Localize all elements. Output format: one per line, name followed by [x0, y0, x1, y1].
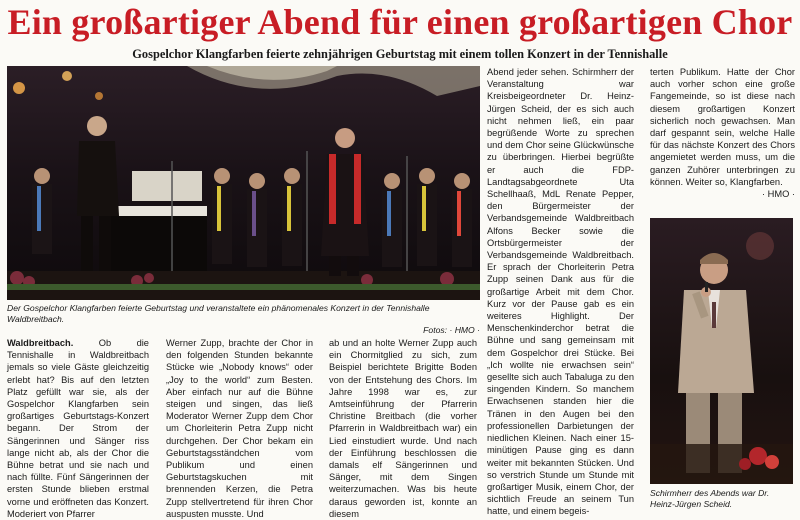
- headline: Ein großartiger Abend für einen großartigen Chor: [7, 2, 793, 42]
- article-text-3: ab und an holte Werner Zupp auch ein Chormitglied zu sich, zum Beispiel berichtete Brigitte Boden von der Entstehung des Chors. Im Jahre 1998 war es, zur Amtseinführung der Pfarrerin Christine Breitbach (die vorher Pfarrerin in Waldbreitbach war) ein Lied einstudiert wurde. Und nach der Einführung beschlossen die damals elf Sängerinnen und Sänger, mit dem Singen weiterzumachen. Was bis heute daraus geworden ist, konnte an diesem: [329, 338, 477, 519]
- article-column-5: [650, 66, 795, 200]
- article-column-1: [7, 337, 149, 520]
- article-text-1: Ob die Tennishalle in Waldbreitbach jemals so viele Gäste gleichzeitig erlebt hat? Bis auf den letzten Platz gefüllt war sie, als der Gospelchor Klangfarben sein großartiges Geburtstags-Konzert begann. Der Strom der Sängerinnen und Sänger riss lange nicht ab, als der Chor die Bühne betrat und sie nach und nach füllte. Fünf Sängerinnen der ersten Stunde blieben erstmal vorne und eröffneten das Konzert. Moderiert von Pfarrer: [7, 338, 149, 519]
- article-text-5: terten Publikum. Hatte der Chor auch vorher schon eine große Fangemeinde, so ist diese nach diesem großartigen Konzert sicherlich noch gewachsen. Man darf gespannt sein, welche Halle für das nächste Konzert des Chors angemietet werden muss, um die ganzen Zuhörer unterbringen zu können. Weiter so, Klangfarben.: [650, 67, 795, 187]
- dateline: Waldbreitbach.: [7, 338, 74, 348]
- article-column-4: [487, 66, 634, 517]
- patron-illustration: [650, 218, 793, 484]
- article-column-2: [166, 337, 313, 520]
- photo-caption-text: Der Gospelchor Klangfarben feierte Geburtstag und veranstaltete ein phänomenales Konzert in der Tennishalle Waldbreitbach.: [7, 303, 430, 324]
- patron-photo: [650, 218, 793, 484]
- subheadline: Gospelchor Klangfarben feierte zehnjährigen Geburtstag mit einem tollen Konzert in der Tennishalle: [132, 47, 668, 61]
- author-signature: · HMO ·: [761, 189, 795, 200]
- choir-concert-illustration: [7, 66, 480, 300]
- article-text-2: Werner Zupp, brachte der Chor in den folgenden Stunden bekannte Stücke wie „Nobody knows“ oder „Joy to the world“ zum Besten. Aber einfach nur auf die Bühne steigen und singen, das ließ Moderator Werner Zupp dem Chor um Chorleiterin Petra Zupp nicht durchgehen. Der Chor bekam ein Geburtstagsständchen vom Publikum und einen Geburtstagskuchen mit brennenden Kerzen, die Petra Zupp stellvertretend für ihren Chor auspusten musste. Und: [166, 338, 313, 519]
- photo-caption: [7, 303, 480, 336]
- article-text-4: Abend jeder sehen. Schirmherr der Veranstaltung war Kreisbeigeordneter Dr. Heinz-Jürgen Scheid, der es sich auch nicht nehmen ließ, ein paar begrüßende Worte zu sprechen und dem Chor seine Glückwünsche zu überbringen. Hierbei begrüßte er auch die FDP-Landtagsabgeordnete Uta Schellhaaß, MdL Renate Pepper, den Bürgermeister der Verbandsgemeinde Waldbreitbach Alfons Becker sowie die Ortsbürgermeister der Verbandsgemeinde Waldbreitbach. Er sprach der Chorleiterin Petra Zupp seinen Dank aus für die großartige Arbeit mit dem Chor. Kurz vor der Pause gab es ein weiteres Highlight. Der Menschenkinderchor betrat die Bühne und sang gemeinsam mit dem Gospelchor drei Stücke. Bei „Ich wollte nie erwachsen sein“ gesellte sich auch Tabaluga zu den singenden Kindern. So manchem Erwachsenen standen hier die Tränen in den Augen bei den professionellen Darbietungen der niedlichen Kleinen. Nach einer 15-minütigen Pause ging es dann weiter mit bekannten Stücken. Und so verstrich Stunde um Stunde mit großartiger Musik, einem Chor, der sichtlich Freude an seinem Tun hatte, und einem begeis-: [487, 67, 634, 517]
- choir-concert-photo: [7, 66, 480, 300]
- patron-photo-caption: Schirmherr des Abends war Dr. Heinz-Jürgen Scheid.: [650, 488, 770, 509]
- photo-credit: Fotos: · HMO ·: [423, 325, 480, 335]
- article-column-3: [329, 337, 477, 520]
